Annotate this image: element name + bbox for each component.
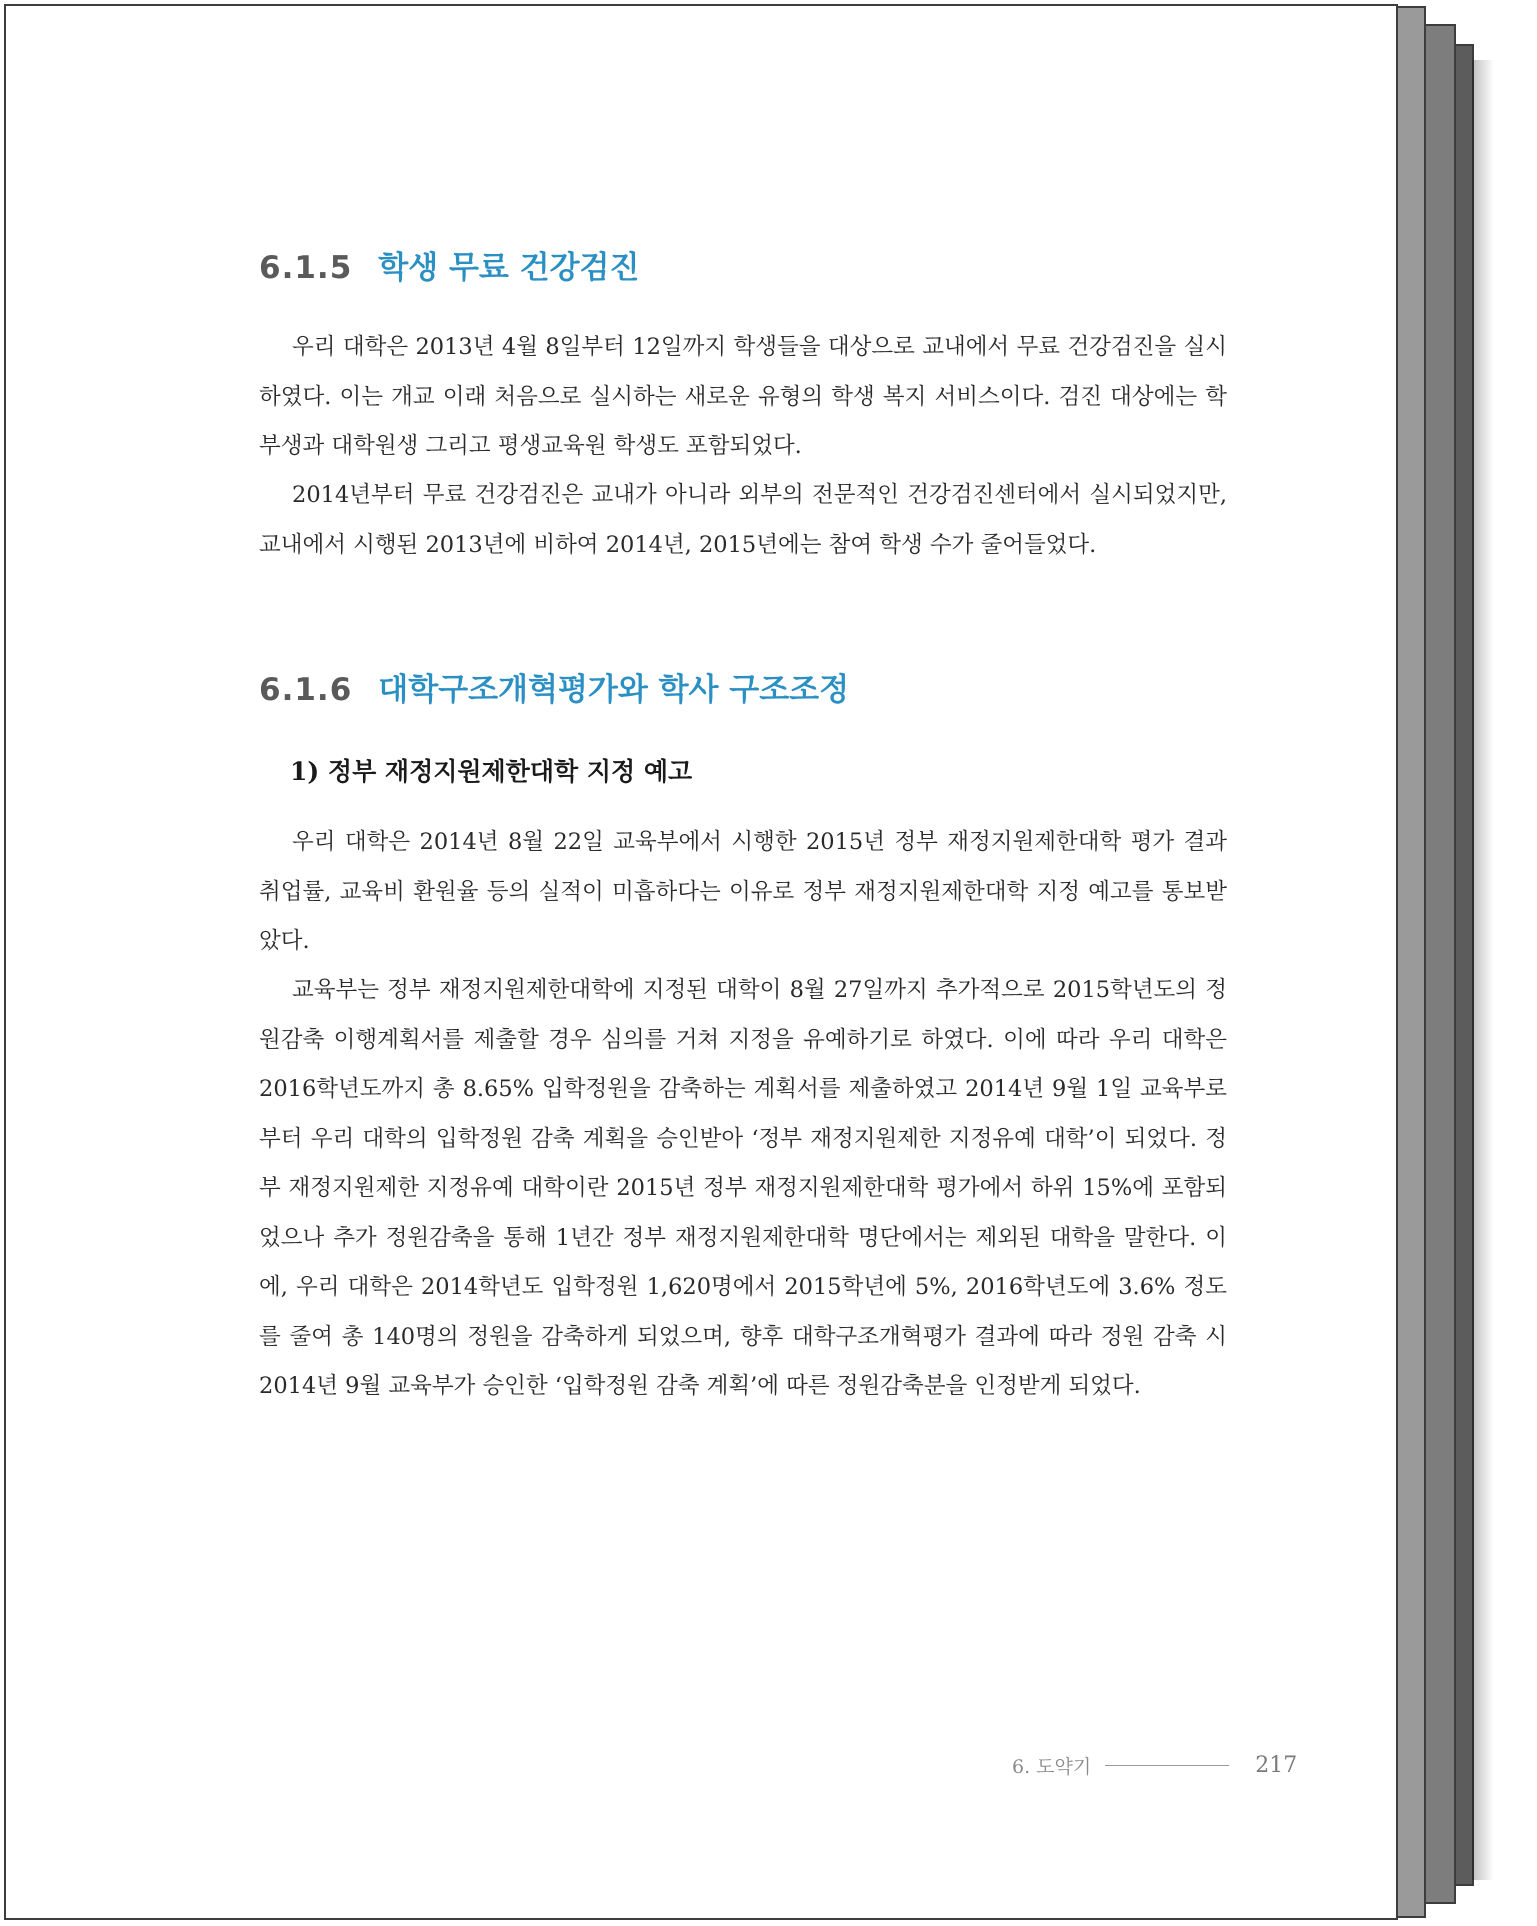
footer-rule <box>1105 1765 1229 1766</box>
book-page <box>4 4 1398 1920</box>
section-heading-6-1-5 <box>259 242 639 287</box>
body-paragraph: 우리 대학은 2013년 4월 8일부터 12일까지 학생들을 대상으로 교내에서 무료 건강검진을 실시하였다. 이는 개교 이래 처음으로 실시하는 새로운 유형의 학생 복지 서비스이다. 검진 대상에는 학부생과 대학원생 그리고 평생교육원 학생도 포함되었다. <box>259 334 1227 459</box>
page-footer <box>1012 1752 1297 1779</box>
chapter-label: 6. 도약기 <box>1012 1756 1092 1778</box>
book-page-edge <box>1396 6 1426 1918</box>
section-number: 6.1.6 <box>259 672 353 708</box>
section-heading-6-1-6 <box>259 664 849 709</box>
book-shadow <box>1472 60 1494 1880</box>
section-title: 대학구조개혁평가와 학사 구조조정 <box>378 672 850 708</box>
page-number: 217 <box>1255 1753 1298 1778</box>
subsection-heading: 1) 정부 재정지원제한대학 지정 예고 <box>290 757 693 786</box>
body-paragraph: 우리 대학은 2014년 8월 22일 교육부에서 시행한 2015년 정부 재정지원제한대학 평가 결과 취업률, 교육비 환원율 등의 실적이 미흡하다는 이유로 정부 재정지원제한대학 지정 예고를 통보받았다. <box>259 829 1227 954</box>
body-paragraph: 교육부는 정부 재정지원제한대학에 지정된 대학이 8월 27일까지 추가적으로 2015학년도의 정원감축 이행계획서를 제출할 경우 심의를 거쳐 지정을 유예하기로 하였다. 이에 따라 우리 대학은 2016학년도까지 총 8.65% 입학정원을 감축하는 계획서를 제출하였고 2014년 9월 1일 교육부로부터 우리 대학의 입학정원 감축 계획을 승인받아 ‘정부 재정지원제한 지정유예 대학’이 되었다. 정부 재정지원제한 지정유예 대학이란 2015년 정부 재정지원제한대학 평가에서 하위 15%에 포함되었으나 추가 정원감축을 통해 1년간 정부 재정지원제한대학 명단에서는 제외된 대학을 말한다. 이에, 우리 대학은 2014학년도 입학정원 1,620명에서 2015학년에 5%, 2016학년도에 3.6% 정도를 줄여 총 140명의 정원을 감축하게 되었으며, 향후 대학구조개혁평가 결과에 따라 정원 감축 시 2014년 9월 교육부가 승인한 ‘입학정원 감축 계획’에 따른 정원감축분을 인정받게 되었다. <box>259 977 1227 1399</box>
section-number: 6.1.5 <box>259 250 353 286</box>
body-paragraph: 2014년부터 무료 건강검진은 교내가 아니라 외부의 전문적인 건강검진센터에서 실시되었지만, 교내에서 시행된 2013년에 비하여 2014년, 2015년에는 참여 학생 수가 줄어들었다. <box>259 482 1227 558</box>
section-title: 학생 무료 건강검진 <box>378 250 640 286</box>
